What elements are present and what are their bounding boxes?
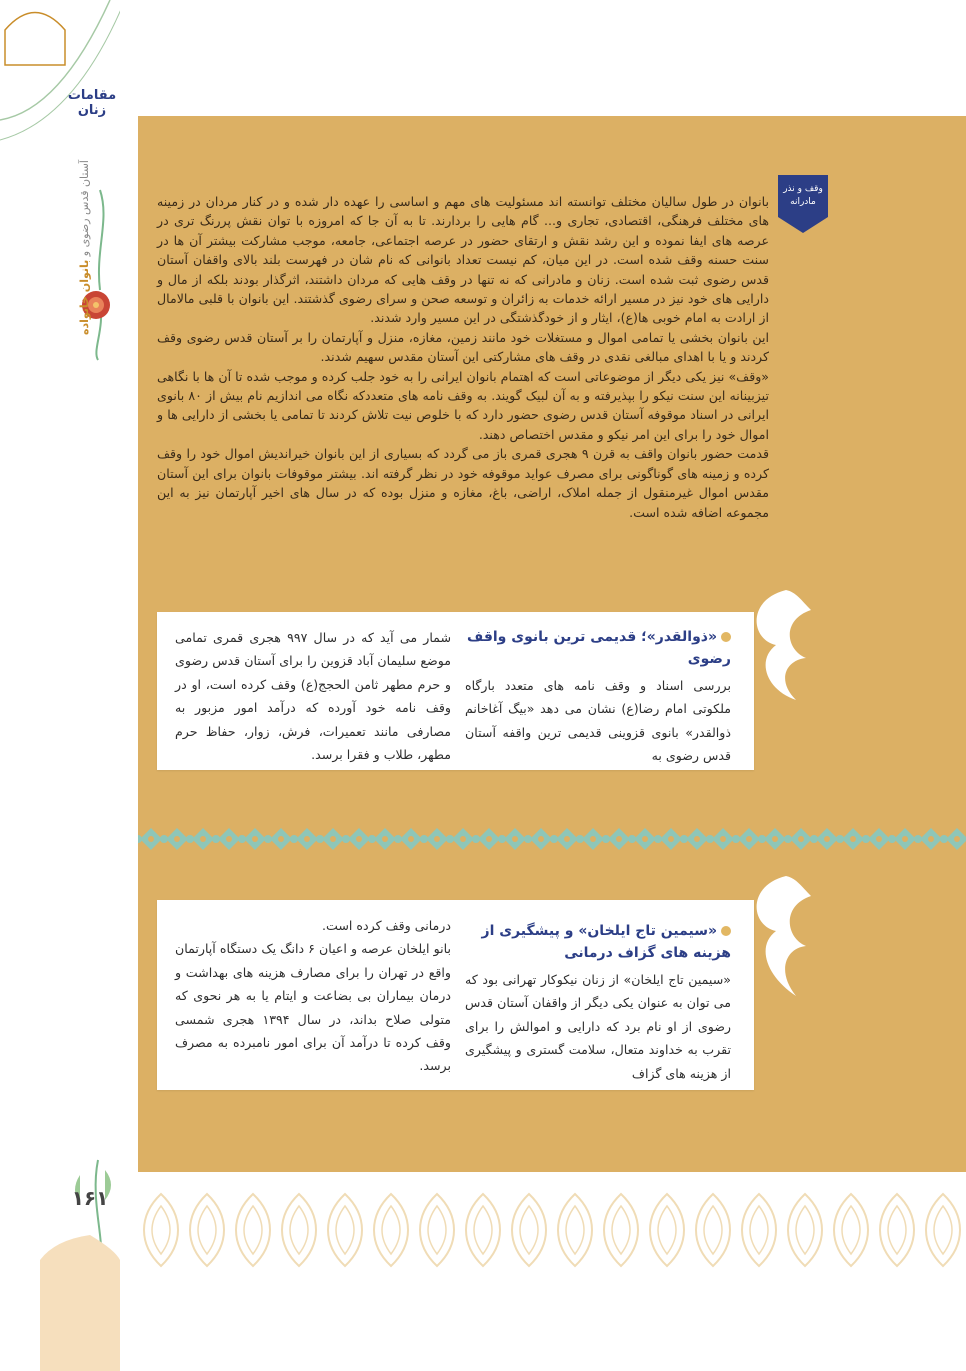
logo-text: مقامات زنان bbox=[67, 88, 117, 118]
intro-paragraph: «وقف» نیز یکی دیگر از موضوعاتی است که اهتمام بانوان ایرانی را به خود جلب کرده و موجب شده تا آن ها با نگاهی تیزبینانه این سنت نیکو را بپذیرفته و به آن لبیک گویند. به وقف نامه های متعددکه نگاه می اندازیم نام بیش از ۸۰ بانوی ایرانی در اسناد موقوفه آستان قدس رضوی حضور دارد که با خلوص نیت تلاش کردند تا تمامی یا بخشی از دارایی ها و اموال خود را برای این امر نیکو و مقدس اختصاص دهند. bbox=[157, 368, 769, 442]
running-head bbox=[78, 160, 91, 335]
card1-right-text: بررسی اسناد و وقف نامه های متعدد بارگاه ملکوتی امام رضا(ع) نشان می دهد «بیگ آغاخانم ذوالقدر» بانوی قزوینی قدیمی ترین واقفه آستان قدس رضوی به bbox=[465, 678, 731, 764]
feature-card-ilkhan bbox=[157, 900, 754, 1090]
card1-left-text: شمار می آید که در سال ۹۹۷ هجری قمری تمامی موضع سلیمان آباد قزوین را برای آستان قدس رضوی و حرم مطهر ثامن الحجج(ع) وقف کرده است، او در وقف نامه خود آورده که درآمد امور مزبور به مصارفی مانند تعمیرات، فرش، زوار، حفاظ حرم مطهر، طلاب و فقرا برسد. bbox=[175, 630, 452, 763]
vine-decoration bbox=[0, 0, 120, 1371]
card2-left-text-1: درمانی وقف کرده است. bbox=[322, 918, 451, 933]
card1-title bbox=[465, 626, 731, 670]
page-number: ۱۶۱ bbox=[71, 1186, 109, 1210]
intro-paragraph: این بانوان بخشی یا تمامی اموال و مستغلات خود مانند زمین، مغازه، منزل و آپارتمان را بر آستان قدس رضوی وقف کردند و یا با اهدای مبالغی نقدی در وقف های مشارکتی این آستان مقدس سهیم شدند. bbox=[157, 329, 769, 365]
badge-line-1: وقف و نذر bbox=[783, 184, 823, 194]
badge-line-2: مادرانه bbox=[790, 197, 816, 207]
card1-left-column bbox=[175, 626, 451, 766]
bottom-lattice-pattern bbox=[138, 1190, 966, 1270]
card1-right-column bbox=[465, 626, 731, 768]
card1-title-text: «ذوالقدر»؛ قدیمی ترین بانوی واقف رضوی bbox=[467, 629, 731, 667]
card2-left-column bbox=[175, 914, 451, 1078]
left-sidebar bbox=[0, 0, 120, 1371]
running-head-prefix: آستان قدس رضوی و bbox=[78, 160, 91, 260]
card2-left-text-2: بانو ایلخان عرصه و اعیان ۶ دانگ یک دستگاه آپارتمان واقع در تهران را برای مصارف هزینه های بهداشت و درمان بیماران بی بضاعت و ایتام یا به هر نحوی که متولی صلاح بداند، در سال ۱۳۹۴ هجری شمسی وقف کرده تا درآمد آن برای امور نامبرده به مصرف برسد. bbox=[175, 941, 452, 1074]
feature-card-dhulqadr bbox=[157, 612, 754, 770]
section-badge bbox=[778, 175, 828, 233]
card2-right-column bbox=[465, 920, 731, 1085]
intro-paragraph: بانوان در طول سالیان مختلف توانسته اند مسئولیت های مهم و اساسی را عهده دار شده و در کنار مردان در زمینه های مختلف فرهنگی، اقتصادی، تجاری و... گام هایی را بردارند. تا به آن جا که امروزه با توان نقش پررنگ تری در عرصه های ایفا نموده و این رشد نقش و ارتقای حضور در عرصه اجتماعی، جامعه، موجب مشارکت بیشتر آن ها در سنت حسنه وقف شده است. در این میان، کم نیست تعداد بانوانی که نام شان در فهرست بلند بالای واقفان آستان قدس رضوی ثبت شده است. زنان و مادرانی که نه تنها در وقف هایی که مردان داشتند، اثرگذار بودند بلکه از مال و دارایی های خود نیز در مسیر ارائه خدمات به زائران و توسعه صحن و سرای رضوی گذشتند. این بانوان با قلبی مالامال از ارادت به امام خوبی ها(ع)، ایثار و از خودگذشتگی در این مسیر وارد شدند. bbox=[157, 194, 769, 326]
logo-emblem bbox=[0, 0, 70, 70]
running-head-highlight: بانوان خانواده bbox=[78, 259, 91, 336]
bullet-icon bbox=[721, 926, 731, 936]
card2-title bbox=[465, 920, 731, 964]
card2-right-text: «سیمین تاج ایلخان» از زنان نیکوکار تهرانی بود که می توان به عنوان یکی دیگر از واقفان آستان قدس رضوی از او نام برد که دارایی و اموالش را برای تقرب به خداوند متعال، سلامت گستری و پیشگیری از هزینه های گزاف bbox=[465, 972, 731, 1081]
intro-paragraph: قدمت حضور بانوان واقف به قرن ۹ هجری قمری باز می گردد که بسیاری از این بانوان خیراندیش اموال خود را وقف کرده و زمینه های گوناگونی برای مصرف عواید موقوفه خود در نظر گرفته اند. بیشتر موقوفات بانوان برای این آستان مقدس اموال غیرمنقول از جمله املاک، اراضی، باغ، مغازه و منزل بوده که در سال های اخیر آپارتمان نیز به این مجموعه اضافه شده است. bbox=[157, 446, 769, 520]
intro-article bbox=[157, 192, 769, 522]
card2-title-text: «سیمین تاج ایلخان» و پیشگیری از هزینه های گزاف درمانی bbox=[481, 923, 731, 961]
ornament-band bbox=[138, 826, 966, 852]
bullet-icon bbox=[721, 632, 731, 642]
